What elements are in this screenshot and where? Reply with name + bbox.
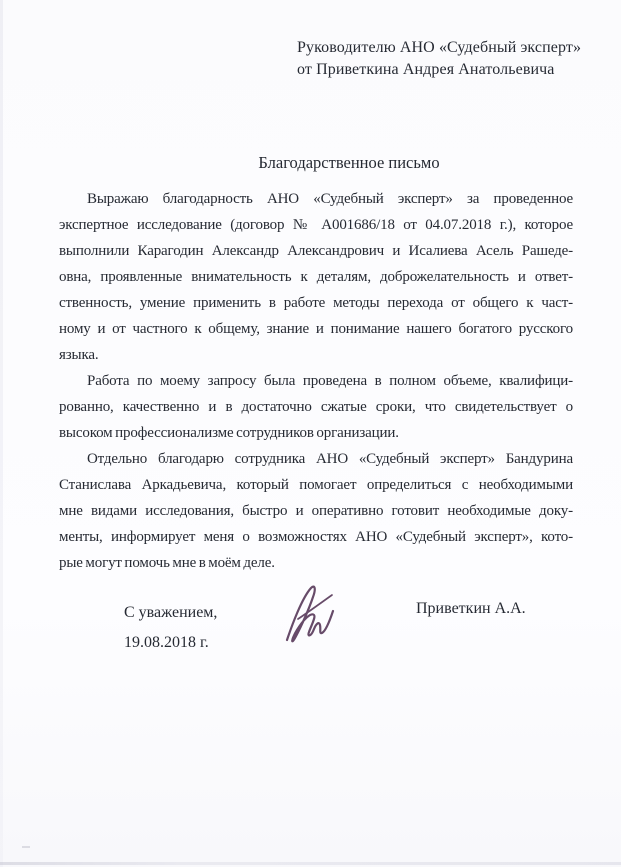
letter-line: ному и от частного к общему, знание и понимание нашего богатого русского bbox=[59, 321, 573, 337]
recipient-line-1: Руководителю АНО «Судебный эксперт» bbox=[297, 39, 582, 56]
letter-line: Выражаю благодарность АНО «Судебный эксперт» за проведенное bbox=[87, 191, 573, 207]
closing-salutation: С уважением, bbox=[124, 604, 218, 621]
paragraph-1 bbox=[59, 186, 573, 368]
signer-name: Приветкин А.А. bbox=[416, 600, 526, 617]
scan-edge-left bbox=[0, 0, 3, 867]
paragraph-3 bbox=[59, 446, 573, 576]
letter-line: Отдельно благодарю сотрудника АНО «Судебный эксперт» Бандурина bbox=[87, 451, 573, 467]
scan-speck bbox=[22, 846, 30, 848]
letter-line: ственность, умение применить в работе методы перехода от общего к част- bbox=[59, 295, 573, 311]
letter-body bbox=[59, 186, 573, 576]
letter-line: экспертное исследование (договор № А001686/18 от 04.07.2018 г.), которое bbox=[59, 217, 573, 233]
letter-line: менты, информирует меня о возможностях АНО «Судебный эксперт», кото- bbox=[59, 529, 573, 545]
recipient-block bbox=[297, 37, 581, 81]
letter-line: языка. bbox=[59, 347, 99, 363]
letter-line: рые могут помочь мне в моём деле. bbox=[59, 555, 275, 571]
closing-block bbox=[124, 598, 217, 658]
letter-title: Благодарственное письмо bbox=[258, 153, 440, 172]
handwritten-signature-icon bbox=[280, 582, 338, 650]
recipient-line-2: от Приветкина Андрея Анатольевича bbox=[297, 61, 555, 78]
letter-line: выполнили Карагодин Александр Александрович и Исалиева Асель Рашеде- bbox=[59, 243, 573, 259]
letter-line: Работа по моему запросу была проведена в полном объеме, квалифици- bbox=[87, 373, 573, 389]
letter-line: овна, проявленные внимательность к деталям, доброжелательность и ответ- bbox=[59, 269, 573, 285]
letter-line: высоком профессионализме сотрудников организации. bbox=[59, 425, 399, 441]
paragraph-2 bbox=[59, 368, 573, 446]
letter-line: Станислава Аркадьевича, который помогает определиться с необходимыми bbox=[59, 477, 573, 493]
closing-date: 19.08.2018 г. bbox=[124, 634, 209, 651]
letter-line: мне видами исследования, быстро и оперативно готовит необходимые доку- bbox=[59, 503, 573, 519]
scan-edge-bottom bbox=[0, 862, 621, 865]
letter-line: рованно, качественно и в достаточно сжатые сроки, что свидетельствует о bbox=[59, 399, 573, 415]
